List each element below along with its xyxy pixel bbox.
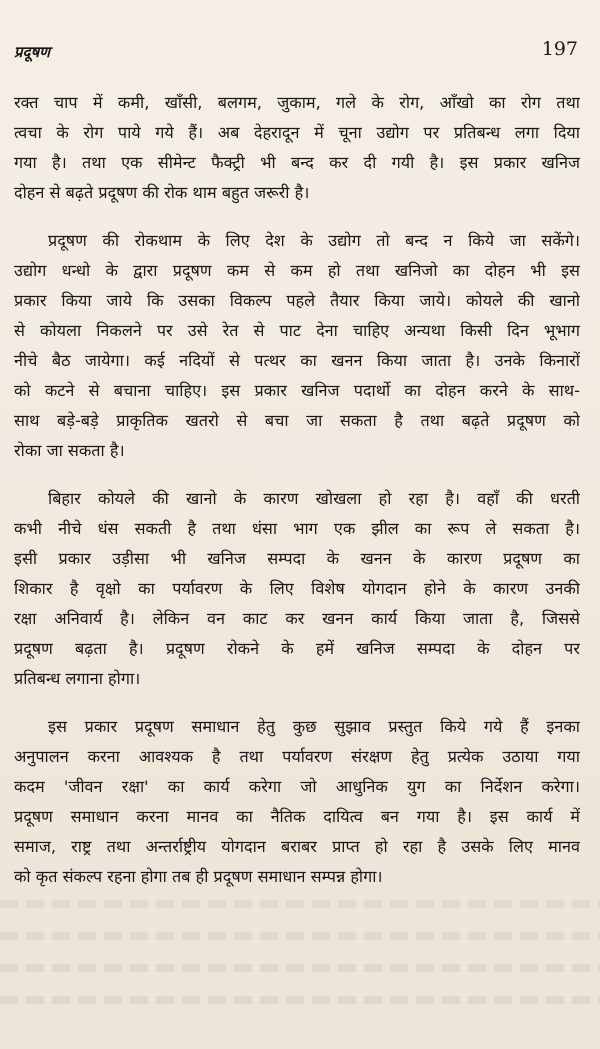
page-number: 197 (541, 38, 578, 60)
text-line: प्रकार किया जाये कि उसका विकल्प पहले तैयार किया जाये। कोयले की खानो (14, 291, 580, 310)
paragraph-3 (14, 484, 580, 694)
show-through-text (0, 964, 600, 972)
paragraph-1 (14, 88, 580, 208)
text-line: रोका जा सकता है। (14, 441, 125, 460)
body-text (14, 88, 580, 892)
show-through-text (0, 900, 600, 908)
text-line: से कोयला निकलने पर उसे रेत से पाट देना चाहिए अन्यथा किसी दिन भूभाग (14, 321, 580, 340)
show-through-text (0, 996, 600, 1004)
text-line: त्वचा के रोग पाये गये हैं। अब देहरादून में चूना उद्योग पर प्रतिबन्ध लगा दिया (14, 123, 580, 142)
text-line: बिहार कोयले की खानो के कारण खोखला हो रहा है। वहाँ की धरती (48, 489, 580, 508)
text-line: रक्त चाप में कमी, खाँसी, बलगम, जुकाम, गले के रोग, आँखो का रोग तथा (14, 93, 580, 112)
text-line: साथ बड़े-बड़े प्राकृतिक खतरो से बचा जा सकता है तथा बढ़ते प्रदूषण को (14, 411, 580, 430)
text-line: अनुपालन करना आवश्यक है तथा पर्यावरण संरक्षण हेतु प्रत्येक उठाया गया (14, 747, 580, 766)
running-head: प्रदूषण (14, 43, 51, 61)
paragraph-4 (14, 712, 580, 892)
text-line: शिकार है वृक्षो का पर्यावरण के लिए विशेष योगदान होने के कारण उनकी (14, 579, 580, 598)
text-line: प्रदूषण बढ़ता है। प्रदूषण रोकने के हमें खनिज सम्पदा के दोहन पर (14, 639, 580, 658)
text-line: समाज, राष्ट्र तथा अन्तर्राष्ट्रीय योगदान बराबर प्राप्त हो रहा है उसके लिए मानव (14, 837, 580, 856)
show-through-text (0, 932, 600, 940)
text-line: दोहन से बढ़ते प्रदूषण की रोक थाम बहुत जरूरी है। (14, 183, 310, 202)
text-line: इस प्रकार प्रदूषण समाधान हेतु कुछ सुझाव प्रस्तुत किये गये हैं इनका (48, 717, 580, 736)
text-line: प्रतिबन्ध लगाना होगा। (14, 669, 141, 688)
text-line: प्रदूषण की रोकथाम के लिए देश के उद्योग तो बन्द न किये जा सकेंगे। (48, 231, 580, 250)
text-line: रक्षा अनिवार्य है। लेकिन वन काट कर खनन कार्य किया जाता है, जिससे (14, 609, 580, 628)
text-line: गया है। तथा एक सीमेन्ट फैक्ट्री भी बन्द कर दी गयी है। इस प्रकार खनिज (14, 153, 580, 172)
text-line: कभी नीचे धंस सकती है तथा धंसा भाग एक झील का रूप ले सकता है। (14, 519, 580, 538)
text-line: कदम 'जीवन रक्षा' का कार्य करेगा जो आधुनिक युग का निर्देशन करेगा। (14, 777, 580, 796)
paragraph-2 (14, 226, 580, 466)
text-line: नीचे बैठ जायेगा। कई नदियों से पत्थर का खनन किया जाता है। उनके किनारों (14, 351, 580, 370)
text-line: को कटने से बचाना चाहिए। इस प्रकार खनिज पदार्थो का दोहन करने के साथ- (14, 381, 580, 400)
text-line: को कृत संकल्प रहना होगा तब ही प्रदूषण समाधान सम्पन्न होगा। (14, 867, 383, 886)
text-line: उद्योग धन्धो के द्वारा प्रदूषण कम से कम हो तथा खनिजो का दोहन भी इस (14, 261, 580, 280)
text-line: इसी प्रकार उड़ीसा भी खनिज सम्पदा के खनन के कारण प्रदूषण का (14, 549, 580, 568)
page-header (14, 38, 578, 72)
text-line: प्रदूषण समाधान करना मानव का नैतिक दायित्व बन गया है। इस कार्य में (14, 807, 580, 826)
